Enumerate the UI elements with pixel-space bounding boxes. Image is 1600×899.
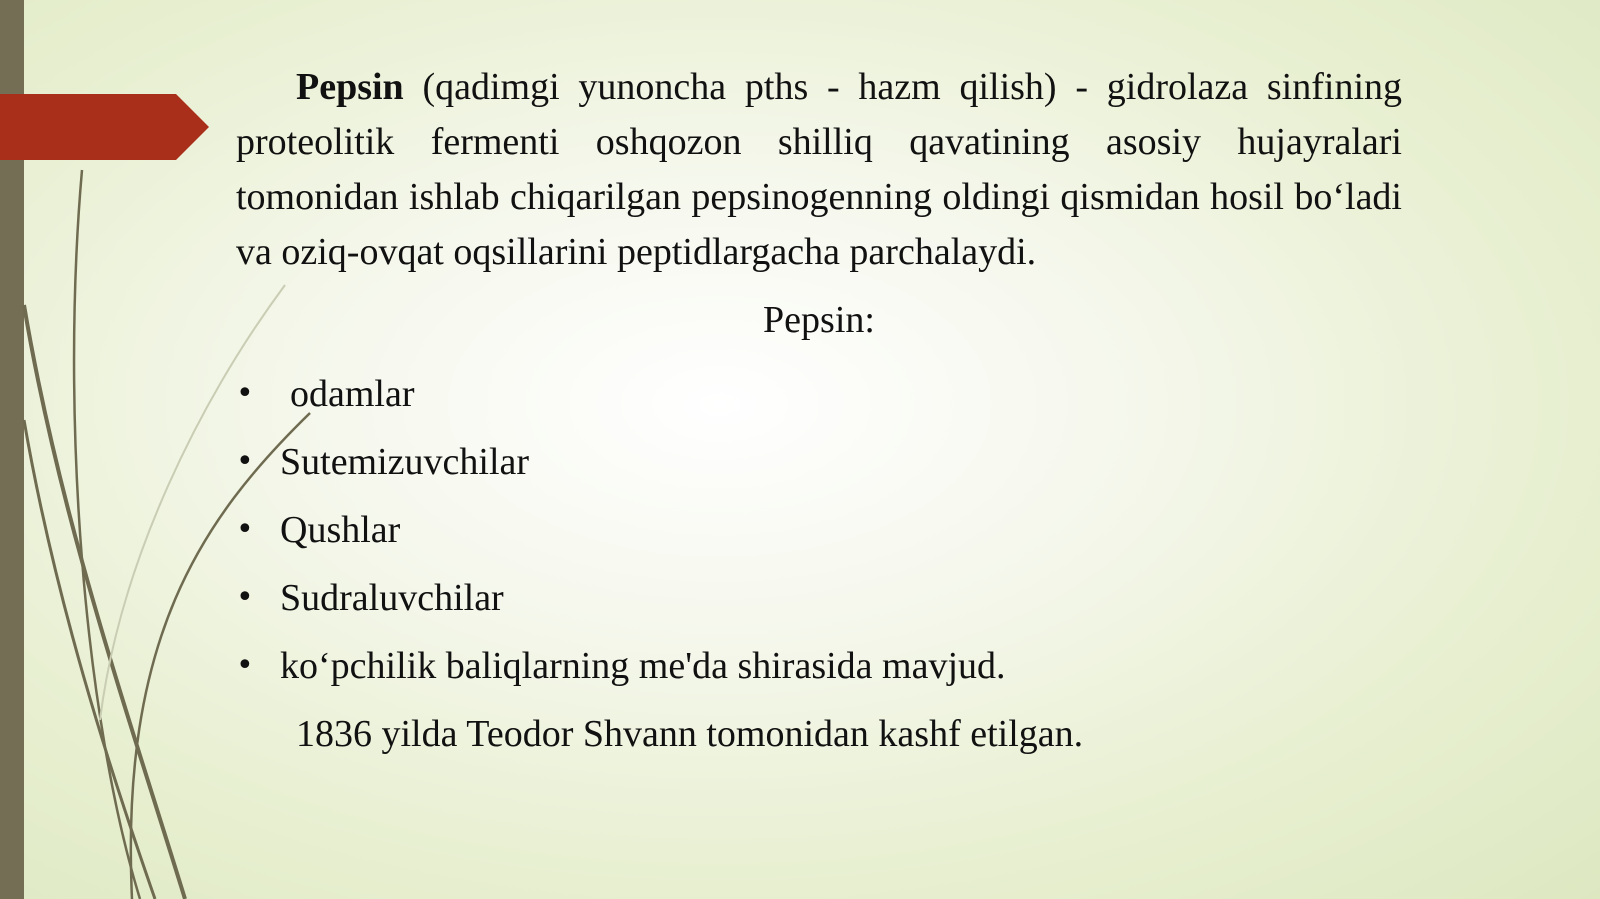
list-item (236, 632, 1402, 700)
slide-content (236, 60, 1402, 768)
list-item (236, 360, 1402, 428)
arrow-shape (0, 94, 209, 160)
swoosh-line-vertical (74, 170, 140, 899)
arrow-tab-decoration (0, 94, 210, 160)
swoosh-line-inner (24, 420, 155, 899)
bullet-list (236, 360, 1402, 700)
term-pepsin: Pepsin (296, 66, 404, 108)
list-item (236, 496, 1402, 564)
paragraph-text: (qadimgi yunoncha pths - hazm qilish) - gidrolaza sinfining proteolitik fermenti oshqozon shilliq qavatining asosiy hujayralari tomonidan ishlab chiqarilgan pepsinogenning oldingi qismidan hosil bo‘ladi va oziq-ovqat oqsillarini peptidlargacha parchalaydi. (236, 66, 1402, 273)
list-item-label: odamlar (290, 373, 415, 415)
list-item (236, 564, 1402, 632)
list-item (236, 428, 1402, 496)
discovery-note: 1836 yilda Teodor Shvann tomonidan kashf etilgan. (296, 713, 1084, 755)
list-item-label: Sudraluvchilar (280, 577, 504, 619)
list-heading: Pepsin: (763, 299, 875, 341)
list-item-label: Sutemizuvchilar (280, 441, 530, 483)
intro-paragraph (236, 60, 1402, 280)
list-item-label: Qushlar (280, 509, 401, 551)
swoosh-line-long (24, 305, 185, 899)
list-item-label: ko‘pchilik baliqlarning me'da shirasida mavjud. (280, 645, 1006, 687)
